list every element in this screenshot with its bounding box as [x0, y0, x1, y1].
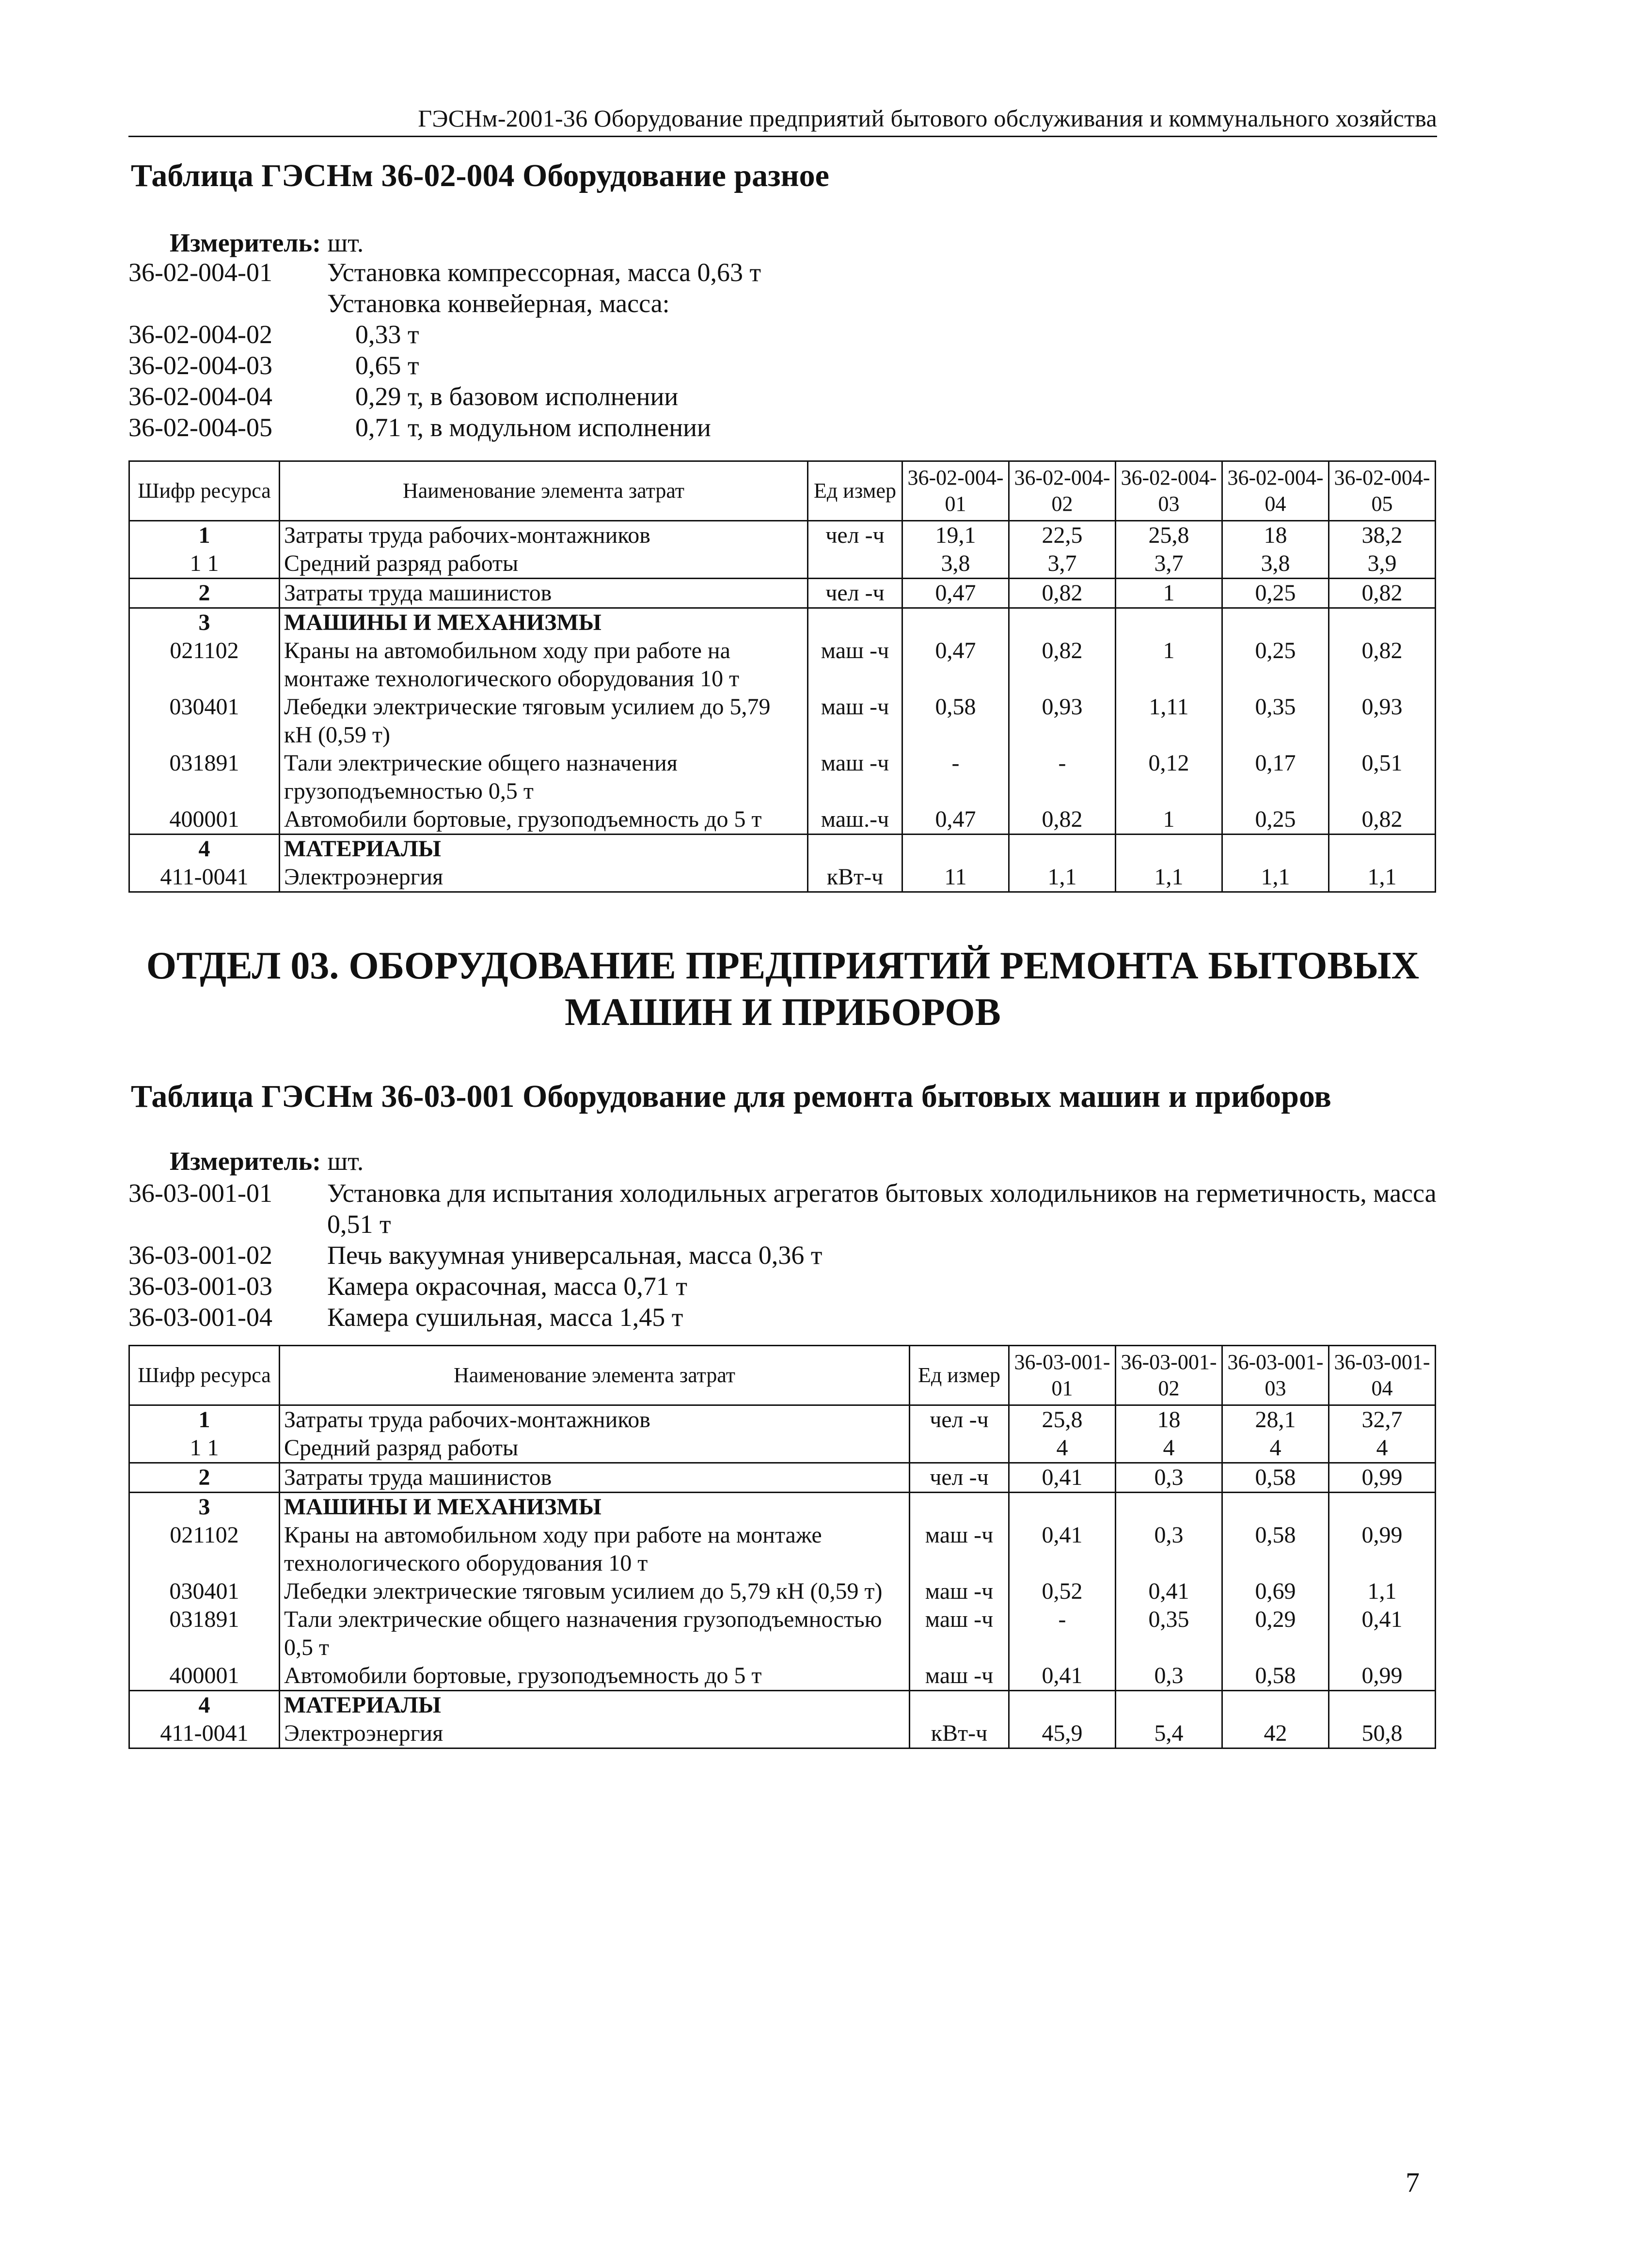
description-code: 36-03-001-01 [128, 1179, 272, 1208]
description-row [128, 1271, 1437, 1302]
cell-value: 0,47 [902, 579, 1009, 608]
cell-name: МАТЕРИАЛЫ [280, 1691, 910, 1720]
cell-value: 0,3 [1116, 1662, 1222, 1691]
cell-name: Средний разряд работы [280, 550, 808, 579]
cell-value: 0,25 [1222, 637, 1329, 693]
description-text: 0,65 т [355, 351, 419, 380]
cell-value: 4 [1329, 1434, 1436, 1463]
table-row [129, 1719, 1436, 1748]
cell-value: 1,1 [1116, 863, 1222, 892]
section-title-line: ОТДЕЛ 03. ОБОРУДОВАНИЕ ПРЕДПРИЯТИЙ РЕМОНТА БЫТОВЫХ [146, 945, 1420, 987]
measure-label: Измеритель: [170, 228, 321, 257]
cell-value: 32,7 [1329, 1405, 1436, 1434]
cell-value: 0,82 [1329, 637, 1436, 693]
column-header-value: 36-02-004-04 [1222, 461, 1329, 521]
description-code [128, 288, 327, 319]
cell-value [1222, 608, 1329, 637]
cell-value: - [1009, 749, 1116, 805]
cell-value: 1 [1116, 579, 1222, 608]
column-header-value: 36-02-004-03 [1116, 461, 1222, 521]
cell-value: 0,58 [902, 693, 1009, 749]
cell-value: 0,99 [1329, 1463, 1436, 1493]
cell-name: Тали электрические общего назначения грузоподъемностью 0,5 т [280, 1606, 910, 1662]
cell-value: 3,7 [1009, 550, 1116, 579]
description-text: Установка компрессорная, масса 0,63 т [327, 258, 761, 287]
cell-name: Электроэнергия [280, 863, 808, 892]
page-number: 7 [1406, 2167, 1420, 2198]
cell-code: 2 [129, 1463, 280, 1493]
cell-value: 3,8 [1222, 550, 1329, 579]
description-text: 0,33 т [355, 320, 419, 349]
description-text: Печь вакуумная универсальная, масса 0,36 т [327, 1241, 822, 1270]
table1-descriptions [128, 257, 1437, 443]
cell-value: 18 [1222, 521, 1329, 550]
cell-value: 1 [1116, 637, 1222, 693]
cell-value: 0,58 [1222, 1521, 1329, 1577]
cell-code: 031891 [129, 1606, 280, 1662]
cell-value: - [1009, 1606, 1116, 1662]
cell-value: 0,82 [1329, 805, 1436, 835]
cell-unit: маш -ч [910, 1521, 1009, 1577]
cell-value [1222, 1493, 1329, 1522]
column-header-value: 36-03-001-03 [1222, 1346, 1329, 1405]
cell-name: Затраты труда рабочих-монтажников [280, 521, 808, 550]
cell-value: 4 [1222, 1434, 1329, 1463]
cell-value: 0,99 [1329, 1521, 1436, 1577]
cell-value: 4 [1116, 1434, 1222, 1463]
cell-name: Автомобили бортовые, грузоподъемность до 5 т [280, 805, 808, 835]
description-row [128, 1302, 1437, 1333]
cell-unit: кВт-ч [910, 1719, 1009, 1748]
cell-value: 1,1 [1329, 1577, 1436, 1606]
cell-code: 4 [129, 1691, 280, 1720]
cell-value: 45,9 [1009, 1719, 1116, 1748]
cell-value: 3,7 [1116, 550, 1222, 579]
cell-name: Средний разряд работы [280, 1434, 910, 1463]
cell-value [1009, 1493, 1116, 1522]
section-title [128, 943, 1437, 1036]
cell-unit: чел -ч [808, 521, 902, 550]
cell-unit: маш.-ч [808, 805, 902, 835]
cell-value: 0,3 [1116, 1521, 1222, 1577]
cell-unit: чел -ч [910, 1405, 1009, 1434]
column-header-name: Наименование элемента затрат [280, 1346, 910, 1405]
cell-value: 1,11 [1116, 693, 1222, 749]
cell-value: 0,41 [1009, 1463, 1116, 1493]
cell-value [1222, 835, 1329, 864]
cell-value: 25,8 [1116, 521, 1222, 550]
table-header-row [129, 1346, 1436, 1405]
cell-code: 400001 [129, 805, 280, 835]
cell-value [1116, 1691, 1222, 1720]
table-row [129, 1463, 1436, 1493]
cell-value: 19,1 [902, 521, 1009, 550]
cell-code: 030401 [129, 693, 280, 749]
table-row [129, 1521, 1436, 1577]
cell-value: 0,3 [1116, 1463, 1222, 1493]
cell-value [1329, 608, 1436, 637]
description-text: Установка конвейерная, масса: [327, 289, 670, 318]
cell-value: 0,93 [1009, 693, 1116, 749]
table-row [129, 693, 1436, 749]
cell-unit: маш -ч [910, 1577, 1009, 1606]
column-header-name: Наименование элемента затрат [280, 461, 808, 521]
cell-value: 0,41 [1009, 1521, 1116, 1577]
column-header-unit: Ед измер [808, 461, 902, 521]
table1-grid [128, 460, 1436, 893]
cell-name: Затраты труда машинистов [280, 579, 808, 608]
table-row [129, 863, 1436, 892]
cell-unit: маш -ч [808, 749, 902, 805]
cell-value: 0,35 [1116, 1606, 1222, 1662]
table-row [129, 1405, 1436, 1434]
cell-value: 0,29 [1222, 1606, 1329, 1662]
column-header-value: 36-02-004-02 [1009, 461, 1116, 521]
table-row [129, 1577, 1436, 1606]
cell-value: 0,12 [1116, 749, 1222, 805]
cell-value: 0,47 [902, 805, 1009, 835]
cell-value: 0,82 [1009, 637, 1116, 693]
cell-unit [808, 608, 902, 637]
cell-value [1009, 608, 1116, 637]
cell-code: 1 1 [129, 550, 280, 579]
cell-value: 1 [1116, 805, 1222, 835]
cell-value [1009, 835, 1116, 864]
description-row [128, 381, 1437, 412]
section-title-line: МАШИН И ПРИБОРОВ [565, 991, 1001, 1034]
cell-value: 0,82 [1329, 579, 1436, 608]
table-row [129, 608, 1436, 637]
table-row [129, 550, 1436, 579]
cell-name: Лебедки электрические тяговым усилием до 5,79 кН (0,59 т) [280, 693, 808, 749]
table2-title: Таблица ГЭСНм 36-03-001 Оборудование для ремонта бытовых машин и приборов [131, 1079, 1331, 1114]
table2-descriptions [128, 1178, 1437, 1333]
cell-code: 411-0041 [129, 1719, 280, 1748]
cell-value: 0,51 [1329, 749, 1436, 805]
cell-name: Тали электрические общего назначения грузоподъемностью 0,5 т [280, 749, 808, 805]
description-code: 36-02-004-05 [128, 413, 272, 442]
description-code: 36-02-004-04 [128, 382, 272, 411]
cell-name: Автомобили бортовые, грузоподъемность до 5 т [280, 1662, 910, 1691]
table-row [129, 1662, 1436, 1691]
cell-name: Краны на автомобильном ходу при работе на монтаже технологического оборудования 10 т [280, 637, 808, 693]
cell-code: 2 [129, 579, 280, 608]
cell-code: 031891 [129, 749, 280, 805]
table-row [129, 579, 1436, 608]
cell-value: 0,52 [1009, 1577, 1116, 1606]
cell-code: 411-0041 [129, 863, 280, 892]
cell-unit [910, 1434, 1009, 1463]
column-header-value: 36-02-004-01 [902, 461, 1009, 521]
cell-value: 0,41 [1116, 1577, 1222, 1606]
cell-value: 50,8 [1329, 1719, 1436, 1748]
cell-code: 400001 [129, 1662, 280, 1691]
cell-value: 0,41 [1009, 1662, 1116, 1691]
cell-value: 1,1 [1329, 863, 1436, 892]
cell-unit: маш -ч [808, 637, 902, 693]
table-row [129, 637, 1436, 693]
cell-unit [808, 835, 902, 864]
cell-unit: чел -ч [910, 1463, 1009, 1493]
cell-value: 0,93 [1329, 693, 1436, 749]
cell-unit [808, 550, 902, 579]
cell-name: Лебедки электрические тяговым усилием до 5,79 кН (0,59 т) [280, 1577, 910, 1606]
cell-code: 3 [129, 608, 280, 637]
column-header-unit: Ед измер [910, 1346, 1009, 1405]
measure-label: Измеритель: [170, 1147, 321, 1176]
cell-name: Электроэнергия [280, 1719, 910, 1748]
cell-value [1222, 1691, 1329, 1720]
table2-grid [128, 1345, 1436, 1749]
description-code: 36-02-004-02 [128, 320, 272, 349]
cell-value: 0,58 [1222, 1463, 1329, 1493]
cell-value: 0,99 [1329, 1662, 1436, 1691]
description-code: 36-02-004-03 [128, 351, 272, 380]
cell-value: 1,1 [1222, 863, 1329, 892]
description-code: 36-03-001-02 [128, 1241, 272, 1270]
cell-code: 4 [129, 835, 280, 864]
cell-value: 18 [1116, 1405, 1222, 1434]
table-row [129, 521, 1436, 550]
cell-name: МАШИНЫ И МЕХАНИЗМЫ [280, 608, 808, 637]
table1-title: Таблица ГЭСНм 36-02-004 Оборудование разное [131, 158, 829, 193]
cell-unit: маш -ч [808, 693, 902, 749]
cell-value [1009, 1691, 1116, 1720]
table-row [129, 835, 1436, 864]
column-header-value: 36-03-001-01 [1009, 1346, 1116, 1405]
measure-unit: шт. [327, 1147, 364, 1176]
cell-unit: чел -ч [808, 579, 902, 608]
description-row [128, 350, 1437, 381]
cell-code: 1 [129, 1405, 280, 1434]
cell-value: 0,17 [1222, 749, 1329, 805]
cell-value: 38,2 [1329, 521, 1436, 550]
cell-value: 0,25 [1222, 579, 1329, 608]
table-row [129, 1606, 1436, 1662]
cell-unit [910, 1493, 1009, 1522]
cell-name: Затраты труда машинистов [280, 1463, 910, 1493]
cell-value: 0,58 [1222, 1662, 1329, 1691]
measure-unit: шт. [327, 228, 364, 257]
description-code: 36-03-001-04 [128, 1303, 272, 1332]
cell-code: 021102 [129, 1521, 280, 1577]
cell-value [1116, 1493, 1222, 1522]
cell-code: 030401 [129, 1577, 280, 1606]
cell-value: 0,69 [1222, 1577, 1329, 1606]
cell-unit: кВт-ч [808, 863, 902, 892]
cell-value: 28,1 [1222, 1405, 1329, 1434]
cell-value: 0,82 [1009, 579, 1116, 608]
description-row [128, 257, 1437, 288]
cell-code: 021102 [129, 637, 280, 693]
cell-name: Краны на автомобильном ходу при работе на монтаже технологического оборудования 10 т [280, 1521, 910, 1577]
table1-measure [170, 228, 364, 258]
table-row [129, 1434, 1436, 1463]
description-row [128, 1178, 1437, 1240]
cell-value: 22,5 [1009, 521, 1116, 550]
column-header-value: 36-03-001-04 [1329, 1346, 1436, 1405]
cell-value [1329, 1493, 1436, 1522]
description-text: Камера окрасочная, масса 0,71 т [327, 1272, 687, 1301]
description-text: 0,29 т, в базовом исполнении [355, 382, 679, 411]
cell-value: 0,35 [1222, 693, 1329, 749]
cell-value [1116, 835, 1222, 864]
cell-name: МАТЕРИАЛЫ [280, 835, 808, 864]
column-header-code: Шифр ресурса [129, 461, 280, 521]
cell-value: 42 [1222, 1719, 1329, 1748]
cell-value: 0,82 [1009, 805, 1116, 835]
cell-value: 11 [902, 863, 1009, 892]
table-row [129, 805, 1436, 835]
table-row [129, 1691, 1436, 1720]
cell-value [1329, 835, 1436, 864]
cell-unit [910, 1691, 1009, 1720]
cell-value: - [902, 749, 1009, 805]
table-row [129, 1493, 1436, 1522]
cell-unit: маш -ч [910, 1606, 1009, 1662]
cell-name: Затраты труда рабочих-монтажников [280, 1405, 910, 1434]
cell-value [902, 608, 1009, 637]
cell-value: 0,25 [1222, 805, 1329, 835]
table-header-row [129, 461, 1436, 521]
cell-value [1116, 608, 1222, 637]
column-header-value: 36-02-004-05 [1329, 461, 1436, 521]
cell-value: 4 [1009, 1434, 1116, 1463]
description-text: Камера сушильная, масса 1,45 т [327, 1303, 683, 1332]
table2-measure [170, 1146, 364, 1176]
cell-value: 0,47 [902, 637, 1009, 693]
cell-code: 1 1 [129, 1434, 280, 1463]
description-code: 36-03-001-03 [128, 1272, 272, 1301]
cell-value [902, 835, 1009, 864]
cell-unit: маш -ч [910, 1662, 1009, 1691]
description-row [128, 319, 1437, 350]
column-header-value: 36-03-001-02 [1116, 1346, 1222, 1405]
description-text: Установка для испытания холодильных агрегатов бытовых холодильников на герметичность, масса 0,51 т [327, 1179, 1437, 1239]
header-rule [128, 136, 1437, 137]
cell-value: 5,4 [1116, 1719, 1222, 1748]
cell-code: 1 [129, 521, 280, 550]
cell-code: 3 [129, 1493, 280, 1522]
cell-name: МАШИНЫ И МЕХАНИЗМЫ [280, 1493, 910, 1522]
cell-value [1329, 1691, 1436, 1720]
description-text: 0,71 т, в модульном исполнении [355, 413, 711, 442]
cell-value: 3,8 [902, 550, 1009, 579]
cell-value: 25,8 [1009, 1405, 1116, 1434]
column-header-code: Шифр ресурса [129, 1346, 280, 1405]
cell-value: 1,1 [1009, 863, 1116, 892]
running-header: ГЭСНм-2001-36 Оборудование предприятий бытового обслуживания и коммунального хозяйства [418, 105, 1437, 132]
description-row [128, 288, 1437, 319]
cell-value: 3,9 [1329, 550, 1436, 579]
description-code: 36-02-004-01 [128, 258, 272, 287]
description-row [128, 1240, 1437, 1271]
description-row [128, 412, 1437, 443]
table-row [129, 749, 1436, 805]
cell-value: 0,41 [1329, 1606, 1436, 1662]
